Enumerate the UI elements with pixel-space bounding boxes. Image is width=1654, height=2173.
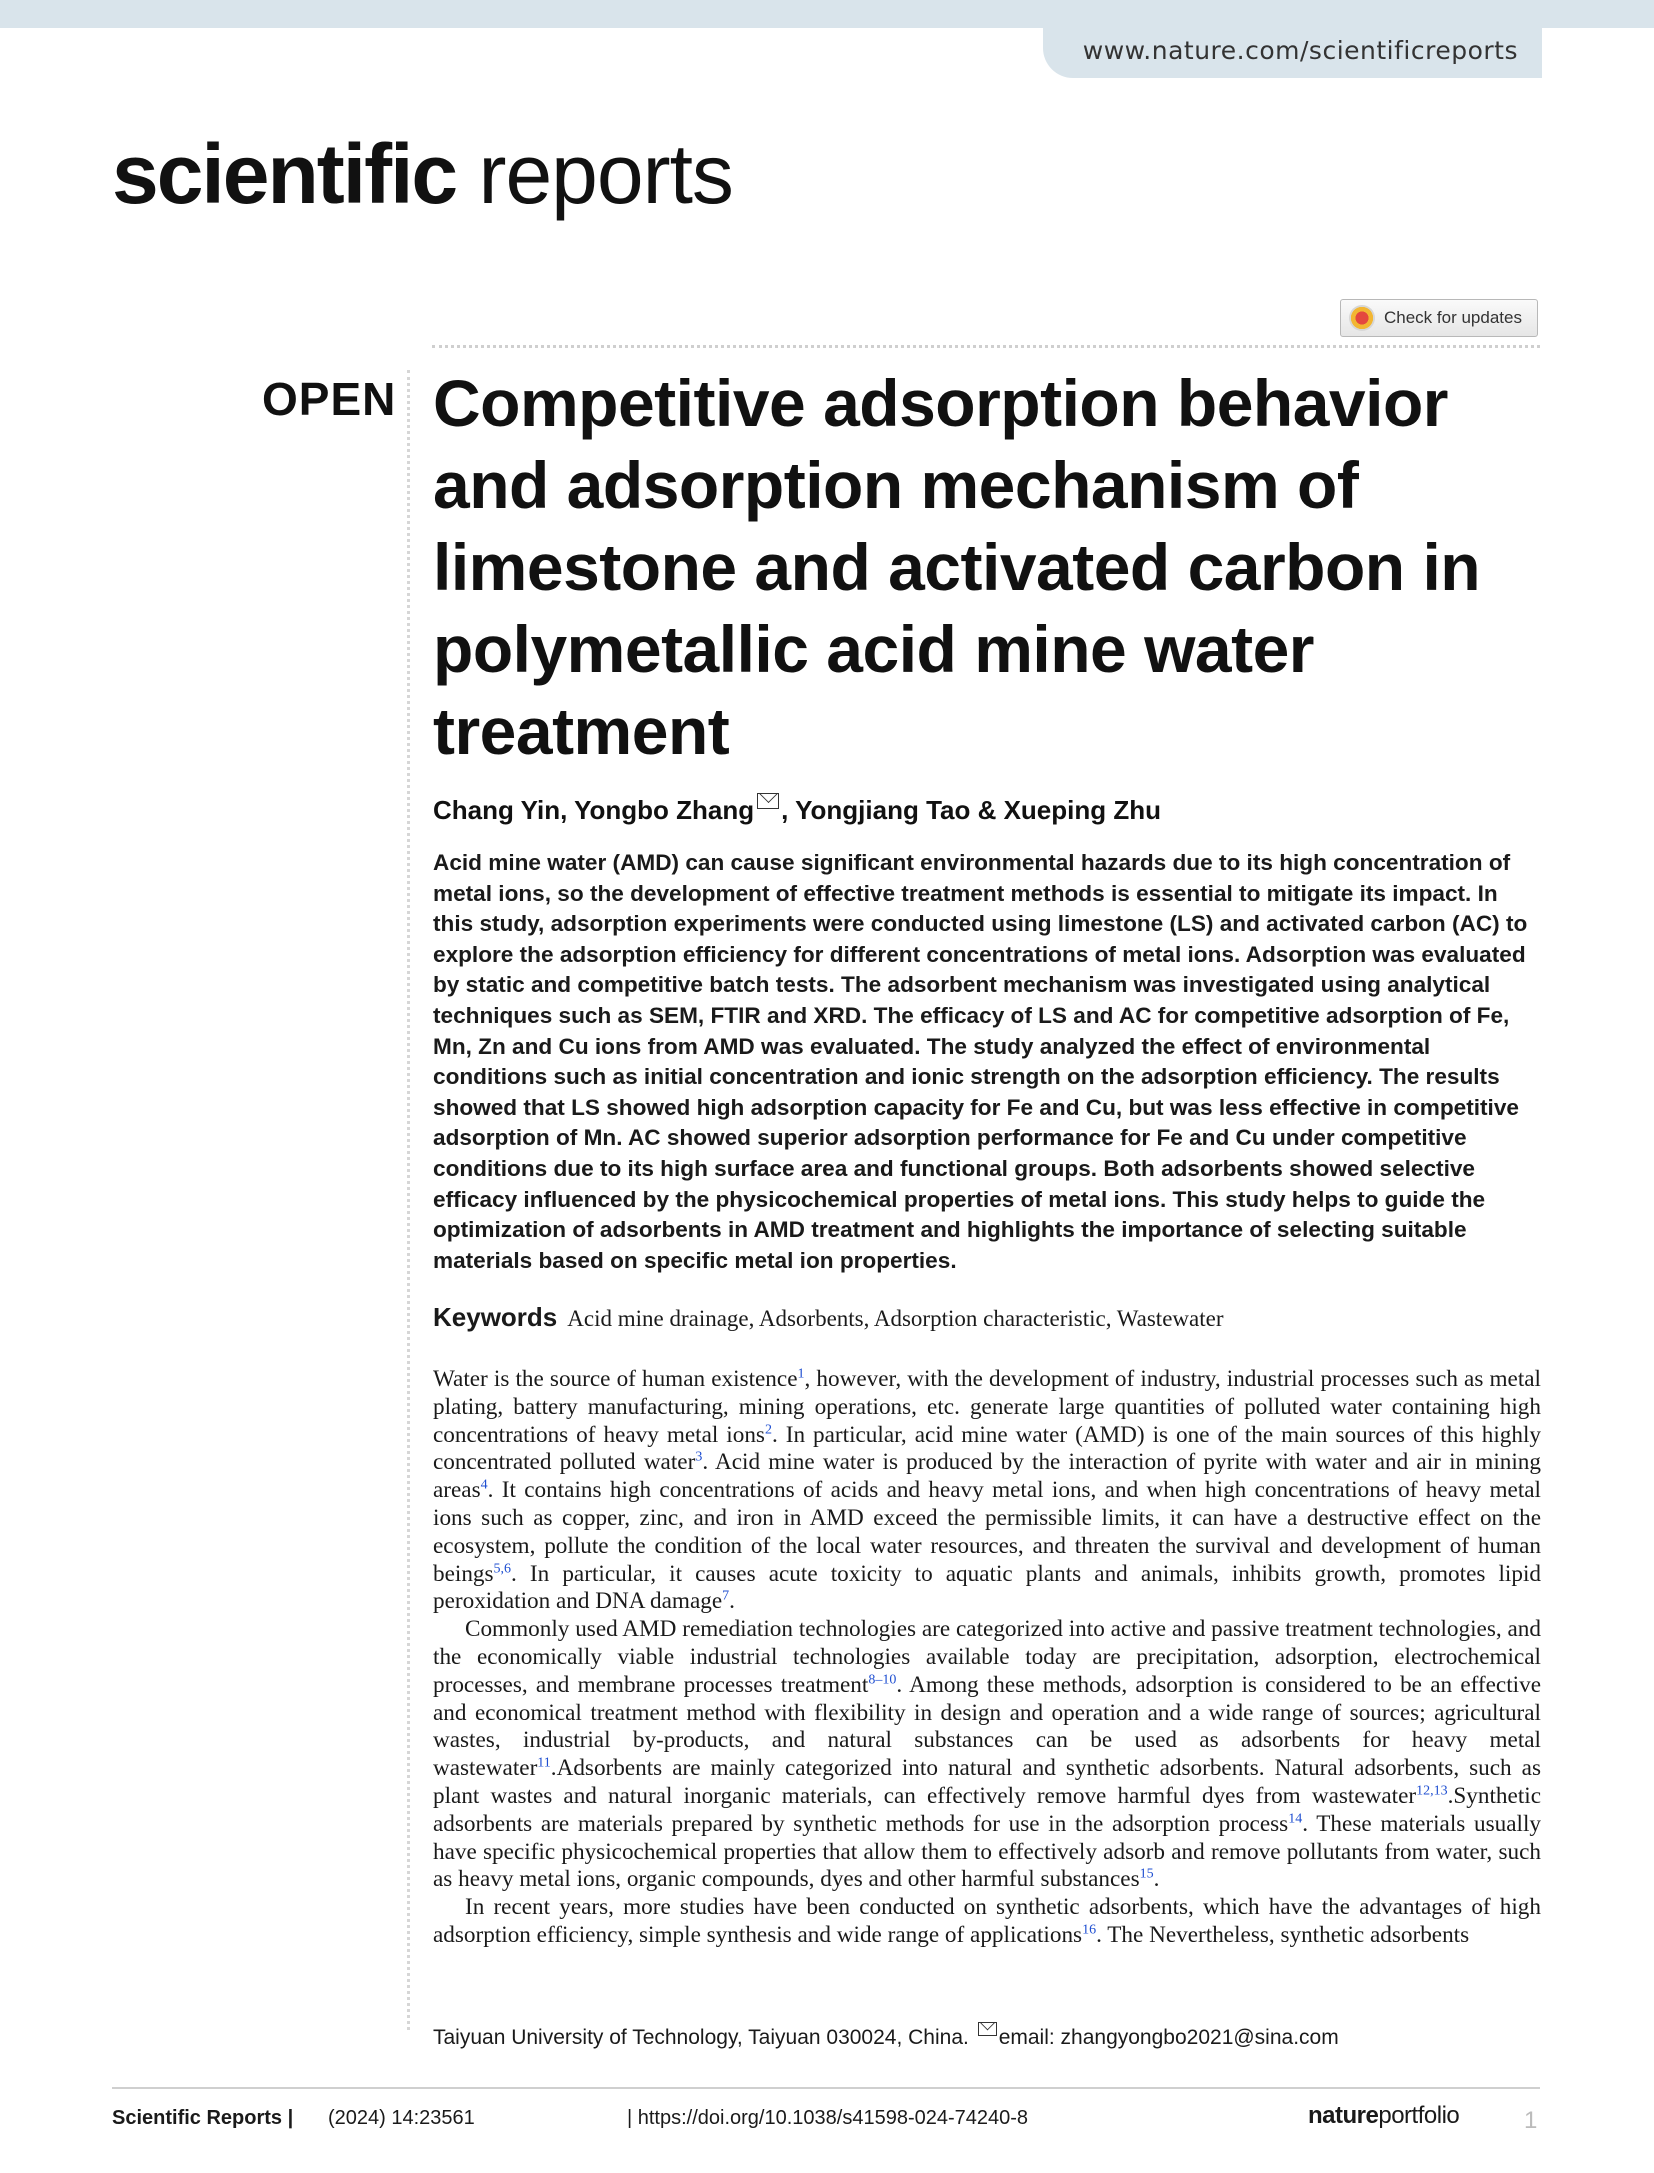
corresponding-email[interactable]: email: zhangyongbo2021@sina.com: [998, 2026, 1339, 2049]
body-paragraph-1: [433, 1366, 1541, 1616]
text-run: . Among these methods, adsorption is considered to be an effective and economical treatment method with flexibility in design and operation and a wide range of sources; agricultural wastes, industrial by-products, and natural substances can be used as adsorbents for heavy metal wastewater: [433, 1671, 1541, 1782]
authors-part-2: , Yongjiang Tao & Xueping Zhu: [781, 795, 1162, 825]
body-paragraph-2: [433, 1616, 1541, 1894]
authors-part-1: Chang Yin, Yongbo Zhang: [433, 795, 755, 825]
footer-doi-link[interactable]: | https://doi.org/10.1038/s41598-024-74240-8: [627, 2107, 1029, 2129]
envelope-icon[interactable]: [757, 793, 779, 809]
portfolio-bold: nature: [1308, 2102, 1379, 2129]
citation-link[interactable]: 4: [480, 1477, 488, 1493]
citation-link[interactable]: 8–10: [868, 1672, 897, 1688]
author-list: [433, 795, 1161, 826]
dotted-divider-vertical: [407, 370, 410, 2030]
journal-logo-light: reports: [456, 127, 733, 221]
affiliation-text: Taiyuan University of Technology, Taiyuan 030024, China.: [433, 2026, 975, 2049]
check-for-updates-button[interactable]: [1340, 299, 1538, 337]
text-run: . The Nevertheless, synthetic adsorbents: [1096, 1921, 1470, 1948]
page-number: 1: [1524, 2107, 1538, 2134]
citation-link[interactable]: 2: [764, 1421, 772, 1437]
text-run: .Synthetic adsorbents are materials prepared by synthetic methods for use in the adsorption process: [433, 1782, 1541, 1837]
footer-journal: Scientific Reports |: [112, 2107, 294, 2129]
body-text: [433, 1366, 1541, 1950]
citation-link[interactable]: 15: [1139, 1866, 1154, 1882]
nature-portfolio-logo: [1308, 2102, 1459, 2130]
dotted-divider-horizontal: [432, 345, 1540, 348]
footer-volume: (2024) 14:23561: [328, 2107, 475, 2129]
citation-link[interactable]: 3: [695, 1449, 703, 1465]
journal-logo-bold: scientific: [112, 127, 457, 221]
portfolio-light: portfolio: [1378, 2102, 1460, 2129]
text-run: . Acid mine water is produced by the interaction of pyrite with water and air in mining areas: [433, 1449, 1541, 1504]
envelope-icon: [978, 2022, 997, 2036]
text-run: . It contains high concentrations of acids and heavy metal ions, and when high concentrations of heavy metal ions such as copper, zinc, and iron in AMD exceed the permissible limits, it can have a destructive effect on the ecosystem, pollute the condition of the local water resources, and threaten the survival and development of human beings: [433, 1477, 1541, 1587]
check-for-updates-label: Check for updates: [1384, 308, 1522, 327]
text-run: .: [729, 1588, 735, 1615]
keywords: [433, 1302, 1223, 1333]
citation-link[interactable]: 7: [722, 1588, 730, 1604]
abstract: Acid mine water (AMD) can cause significant environmental hazards due to its high concentration of metal ions, so the development of effective treatment methods is essential to mitigate its impact. In this study, adsorption experiments were conducted using limestone (LS) and activated carbon (AC) to explore the adsorption efficiency for different concentrations of metal ions. Adsorption was evaluated by static and competitive batch tests. The adsorbent mechanism was investigated using analytical techniques such as SEM, FTIR and XRD. The efficacy of LS and AC for competitive adsorption of Fe, Mn, Zn and Cu ions from AMD was evaluated. The study analyzed the effect of environmental conditions such as initial concentration and ionic strength on the adsorption efficiency. The results showed that LS showed high adsorption capacity for Fe and Cu, but was less effective in competitive adsorption of Mn. AC showed superior adsorption performance for Fe and Cu under competitive conditions due to its high surface area and functional groups. Both adsorbents showed selective efficacy influenced by the physicochemical properties of metal ions. This study helps to guide the optimization of adsorbents in AMD treatment and highlights the importance of selecting suitable materials based on specific metal ion properties.: [433, 850, 1528, 1273]
journal-logo: [112, 127, 733, 221]
text-run: . In particular, acid mine water (AMD) is one of the main sources of this highly concentrated polluted water: [433, 1421, 1541, 1476]
text-run: . In particular, it causes acute toxicity to aquatic plants and animals, inhibits growth, promotes lipid peroxidation and DNA damage: [433, 1560, 1541, 1615]
top-band: [0, 0, 1654, 28]
affiliation: [433, 2026, 1339, 2050]
citation-link[interactable]: 1: [797, 1366, 805, 1382]
keywords-label: Keywords: [433, 1302, 558, 1332]
citation-link[interactable]: 14: [1288, 1811, 1303, 1827]
open-access-label: OPEN: [262, 373, 397, 425]
text-run: Commonly used AMD remediation technologies are categorized into active and passive treatment technologies, and the economically viable industrial technologies available today are precipitation, adsorption, electrochemical processes, and membrane processes treatment: [433, 1616, 1541, 1698]
citation-link[interactable]: 11: [537, 1755, 551, 1771]
keywords-list: Acid mine drainage, Adsorbents, Adsorption characteristic, Wastewater: [567, 1306, 1224, 1331]
body-paragraph-3: [433, 1894, 1541, 1950]
text-run: In recent years, more studies have been conducted on synthetic adsorbents, which have the advantages of high adsorption efficiency, simple synthesis and wide range of applications: [433, 1894, 1541, 1948]
journal-url[interactable]: www.nature.com/scientificreports: [1043, 28, 1542, 78]
footer-rule: [112, 2087, 1540, 2089]
citation-link[interactable]: 5,6: [493, 1560, 512, 1576]
text-run: Water is the source of human existence: [433, 1366, 798, 1392]
text-run: . These materials usually have specific physicochemical properties that allow them to effectively adsorb and remove pollutants from water, such as heavy metal ions, organic compounds, dyes and other harmful substances: [433, 1810, 1541, 1893]
article-title: Competitive adsorption behavior and adsorption mechanism of limestone and activated carbon in polymetallic acid mine water treatment: [433, 366, 1481, 768]
citation-link[interactable]: 16: [1082, 1922, 1097, 1938]
crossmark-icon: [1349, 305, 1375, 331]
text-run: .: [1153, 1866, 1160, 1893]
citation-link[interactable]: 12,13: [1416, 1783, 1448, 1799]
text-run: , however, with the development of industry, industrial processes such as metal plating, battery manufacturing, mining operations, etc. generate large quantities of polluted water containing high concentrations of heavy metal ions: [433, 1366, 1542, 1448]
text-run: .Adsorbents are mainly categorized into natural and synthetic adsorbents. Natural adsorbents, such as plant wastes and natural inorganic materials, can effectively remove harmful dyes from wastewater: [433, 1755, 1541, 1809]
